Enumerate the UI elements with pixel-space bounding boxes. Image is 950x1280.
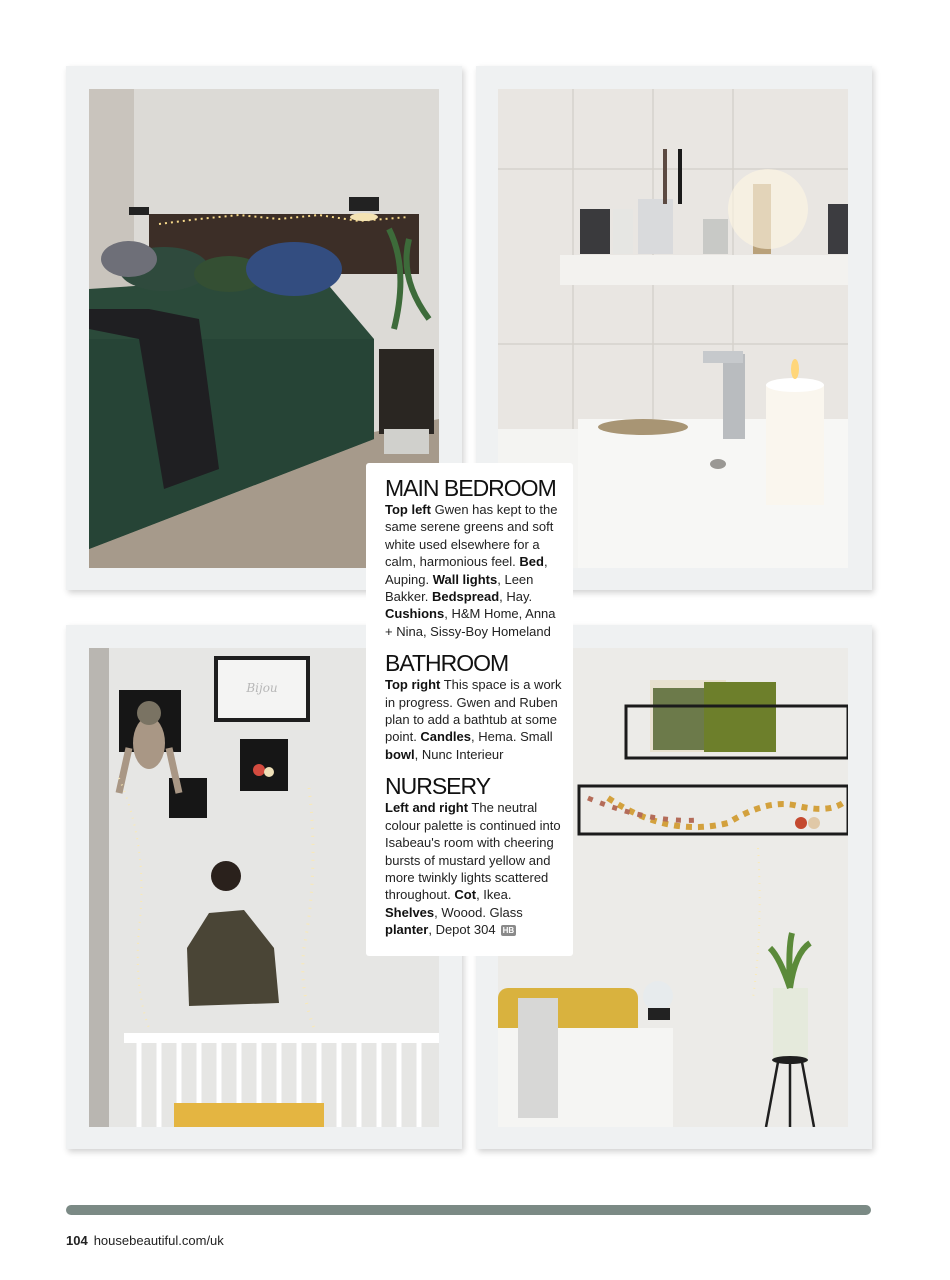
bathroom-intro: This space is a work in progress. Gwen and Ruben plan to add a bathtub at some point. [385,677,562,745]
credit-label-wall-lights: Wall lights [432,571,498,587]
credit-bowl: , Nunc Interieur [414,746,504,762]
credit-shelves: , Woood. Glass [434,904,523,920]
page-number: 104 [66,1233,88,1248]
heading-nursery: NURSERY [385,773,491,800]
credit-bedspread: , Hay. [499,589,533,605]
svg-text:Bijou: Bijou [246,681,278,695]
credit-label-candles: Candles [420,729,471,745]
heading-main-bedroom: MAIN BEDROOM [385,475,556,501]
credit-cushions: , H&M Home, Anna + Nina, Sissy-Boy Homeland [385,606,556,639]
lead-top-right: Top right [385,677,441,693]
credit-label-planter: planter [385,922,429,938]
credit-label-bowl: bowl [385,746,415,762]
credit-bed: , Auping. [385,554,548,587]
credit-label-cot: Cot [454,887,477,903]
credit-label-cushions: Cushions [385,606,445,622]
credit-wall-lights: , Leen Bakker. [385,571,534,605]
credit-cot: , Ikea. [476,887,512,903]
footer [66,1233,224,1248]
caption-nursery [385,799,563,938]
end-mark-icon: HB [502,926,515,936]
caption-bathroom [385,676,563,763]
nursery-intro: The neutral colour palette is continued into Isabeau's room with cheering bursts of mustard yellow and more twinkly lights scattered throughout. [385,800,561,903]
credit-label-bed: Bed [519,554,544,570]
heading-bathroom: BATHROOM [385,650,509,677]
credit-candles: , Hema. Small [471,729,553,745]
caption-main-bedroom [385,501,563,640]
bedroom-intro: Gwen has kept to the same serene greens and soft white used elsewhere for a calm, harmonious feel. [385,502,558,570]
site-url[interactable]: housebeautiful.com/uk [93,1233,224,1248]
lead-top-left: Top left [385,502,431,517]
credit-label-bedspread: Bedspread [431,589,500,605]
footer-rule [66,1205,871,1215]
caption-box [366,463,573,956]
lead-left-and-right: Left and right [385,800,469,816]
credit-label-shelves: Shelves [385,904,435,920]
credit-planter: , Depot 304 [428,922,496,938]
